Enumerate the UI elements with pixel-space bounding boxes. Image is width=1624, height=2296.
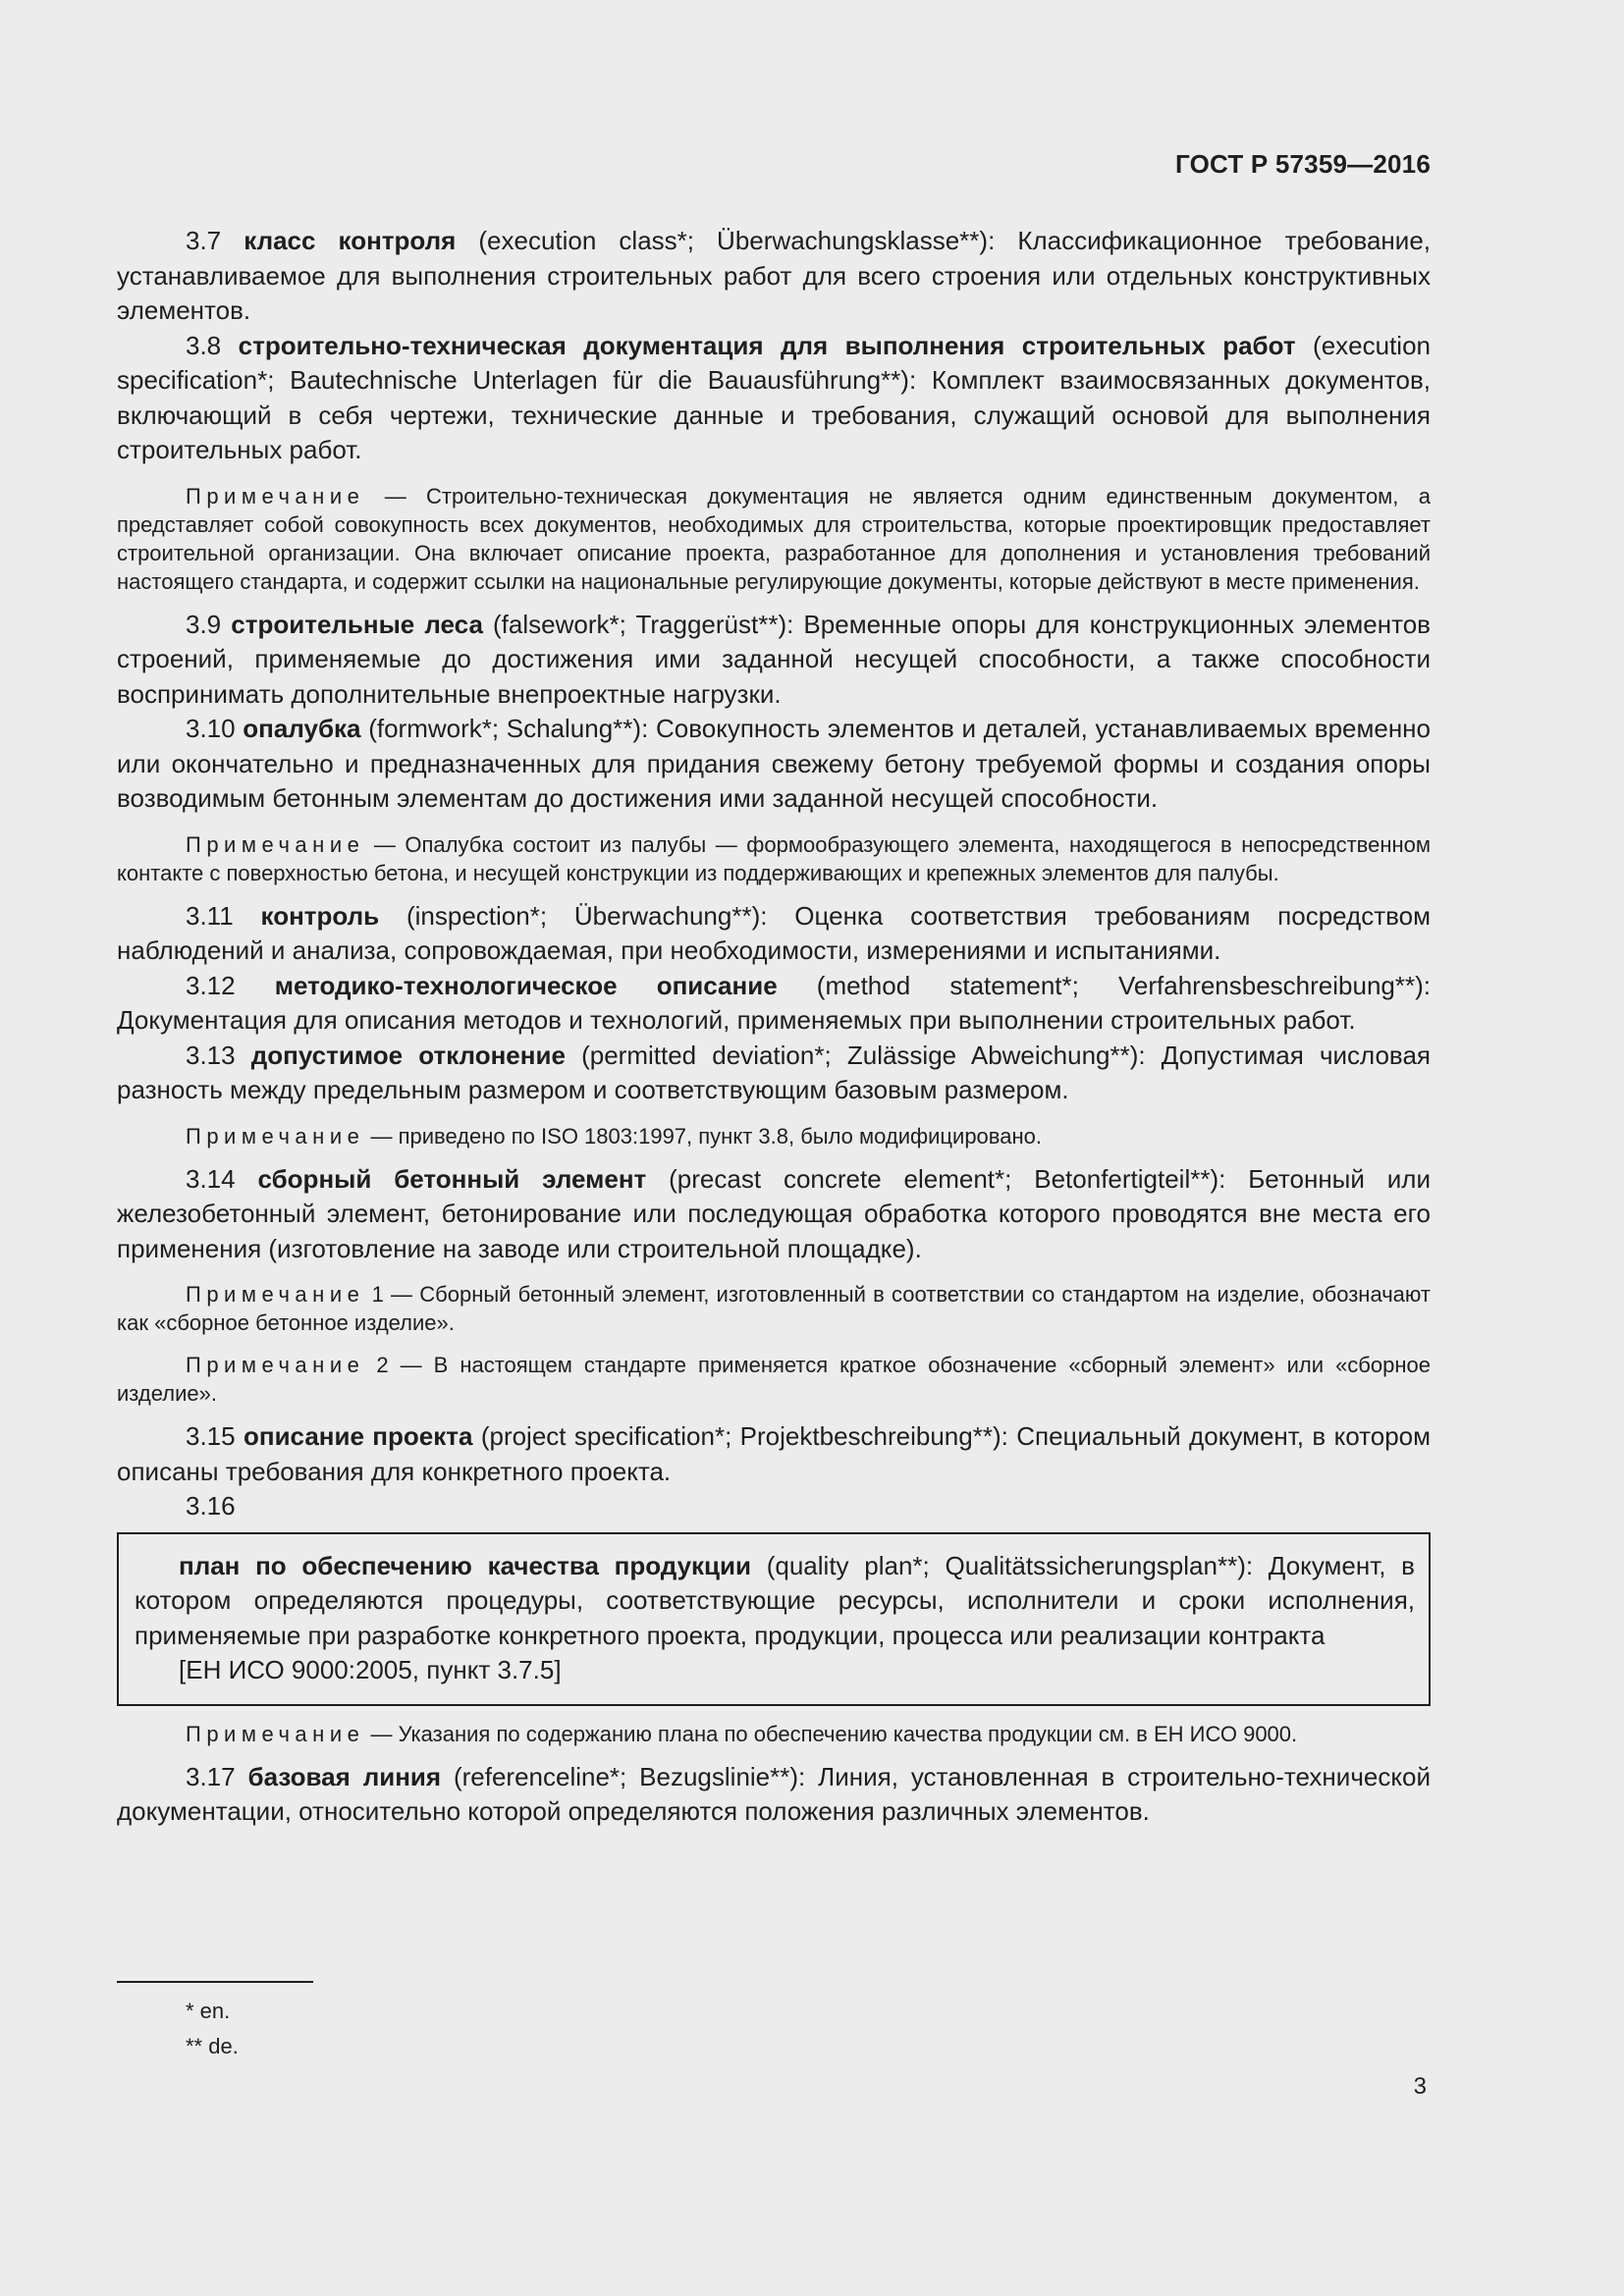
term-3-16	[135, 1549, 1415, 1654]
term-definition: (permitted deviation*; Zulässige Abweichung**): Допустимая числовая разность между предельным размером и соответствующим базовым размером.	[117, 1040, 1431, 1104]
term-3-9	[117, 608, 1431, 713]
term-title: методико-технологическое описание	[274, 970, 778, 1000]
note-label: Примечание	[186, 1123, 365, 1148]
term-3-14	[117, 1162, 1431, 1267]
note-text: — приведено по ISO 1803:1997, пункт 3.8, было модифицировано.	[364, 1123, 1042, 1148]
term-number: 3.13	[186, 1040, 236, 1070]
note-3-10	[117, 830, 1431, 887]
term-definition: (project specification*; Projektbeschreibung**): Специальный документ, в котором описаны требования для конкретного проекта.	[117, 1421, 1431, 1486]
term-title: план по обеспечению качества продукции	[179, 1550, 752, 1580]
note-3-8	[117, 482, 1431, 596]
term-definition: (method statement*; Verfahrensbeschreibung**): Документация для описания методов и технологий, применяемых при выполнении строительных работ.	[117, 970, 1431, 1035]
term-definition: (precast concrete element*; Betonfertigteil**): Бетонный или железобетонный элемент, бетонирование или последующая обработка которого проводятся вне места его применения (изготовление на заводе или строительной площадке).	[117, 1163, 1431, 1263]
document-body	[117, 224, 1431, 1830]
note-label: Примечание	[186, 1282, 365, 1307]
term-3-13	[117, 1039, 1431, 1108]
term-reference: [ЕН ИСО 9000:2005, пункт 3.7.5]	[179, 1655, 562, 1684]
term-3-8	[117, 329, 1431, 468]
term-definition: (referenceline*; Bezugslinie**): Линия, установленная в строительно-технической документации, относительно которой определяются положения различных элементов.	[117, 1761, 1431, 1826]
page-number: 3	[1413, 2073, 1427, 2100]
footnote-en: * en.	[186, 1999, 231, 2023]
term-definition: (quality plan*; Qualitätssicherungsplan**): Документ, в котором определяются процедуры, соответствующие ресурсы, исполнители и сроки исполнения, применяемые при разработке конкретного проекта, продукции, процесса или реализации контракта	[135, 1550, 1415, 1650]
term-number: 3.15	[186, 1421, 236, 1451]
term-title: строительные леса	[231, 609, 483, 639]
term-title: опалубка	[243, 714, 361, 743]
term-number: 3.9	[186, 609, 222, 639]
note-3-16	[117, 1720, 1431, 1748]
term-title: базовая линия	[247, 1761, 442, 1791]
term-3-7	[117, 224, 1431, 329]
term-number: 3.7	[186, 226, 222, 255]
note-text: — Опалубка состоит из палубы — формообразующего элемента, находящегося в непосредственном контакте с поверхностью бетона, и несущей конструкции из поддерживающих и крепежных элементов для палубы.	[117, 831, 1431, 885]
note-label: Примечание	[186, 1353, 365, 1377]
note-text: — Указания по содержанию плана по обеспечению качества продукции см. в ЕН ИСО 9000.	[364, 1721, 1298, 1746]
term-3-12	[117, 969, 1431, 1039]
note-label: Примечание	[186, 1721, 365, 1746]
term-3-17	[117, 1760, 1431, 1830]
term-definition: (falsework*; Traggerüst**): Временные опоры для конструкционных элементов строений, применяемые до достижения ими заданной несущей способности, а также способности воспринимать дополнительные внепроектные нагрузки.	[117, 609, 1431, 709]
note-3-13	[117, 1122, 1431, 1150]
term-3-16-box	[117, 1532, 1431, 1706]
term-title: сборный бетонный элемент	[257, 1163, 647, 1194]
note-3-14-1	[117, 1280, 1431, 1337]
term-number: 3.10	[186, 714, 236, 743]
term-3-10	[117, 712, 1431, 817]
term-number: 3.8	[186, 330, 222, 360]
footnote-de: ** de.	[186, 2034, 239, 2058]
term-number: 3.17	[186, 1761, 236, 1791]
term-number: 3.16	[186, 1491, 236, 1521]
term-definition: (inspection*; Überwachung**): Оценка соответствия требованиям посредством наблюдений и анализа, сопровождаемая, при необходимости, измерениями и испытаниями.	[117, 900, 1431, 965]
term-3-16-number	[117, 1489, 1431, 1524]
footnote-divider	[117, 1981, 313, 1983]
term-title: контроль	[260, 900, 380, 931]
note-3-14-2	[117, 1351, 1431, 1408]
term-number: 3.11	[186, 900, 234, 931]
term-definition: (execution class*; Überwachungsklasse**): Классификационное требование, устанавливаемое для выполнения строительных работ для всего строения или отдельных конструктивных элементов.	[117, 226, 1432, 325]
term-definition: (formwork*; Schalung**): Совокупность элементов и деталей, устанавливаемых временно или окончательно и предназначенных для придания свежему бетону требуемой формы и создания опоры возводимым бетонным элементам до достижения ими заданной несущей способности.	[117, 714, 1431, 813]
note-text: 2 — В настоящем стандарте применяется краткое обозначение «сборный элемент» или «сборное изделие».	[117, 1353, 1431, 1406]
note-label: Примечание	[186, 483, 365, 508]
term-definition: (execution specification*; Bautechnische Unterlagen für die Bauausführung**): Комплект взаимосвязанных документов, включающий в себя чертежи, технические данные и требования, служащий основой для выполнения строительных работ.	[117, 330, 1431, 464]
document-header: ГОСТ Р 57359—2016	[1175, 149, 1431, 179]
term-number: 3.14	[186, 1163, 236, 1194]
term-title: описание проекта	[243, 1421, 473, 1451]
note-text: — Строительно-техническая документация не является одним единственным документом, а представляет собой совокупность всех документов, необходимых для строительства, которые проектировщик предоставляет строительной организации. Она включает описание проекта, разработанное для дополнения и установления требований настоящего стандарта, и содержит ссылки на национальные регулирующие документы, которые действуют в месте применения.	[117, 483, 1431, 594]
term-title: класс контроля	[244, 226, 457, 255]
note-label: Примечание	[186, 831, 365, 857]
term-title: допустимое отклонение	[250, 1040, 566, 1070]
term-3-15	[117, 1419, 1431, 1489]
term-title: строительно-техническая документация для выполнения строительных работ	[238, 330, 1296, 360]
term-number: 3.12	[186, 970, 236, 1000]
note-text: 1 — Сборный бетонный элемент, изготовленный в соответствии со стандартом на изделие, обозначают как «сборное бетонное изделие».	[117, 1282, 1431, 1335]
term-3-11	[117, 899, 1431, 969]
